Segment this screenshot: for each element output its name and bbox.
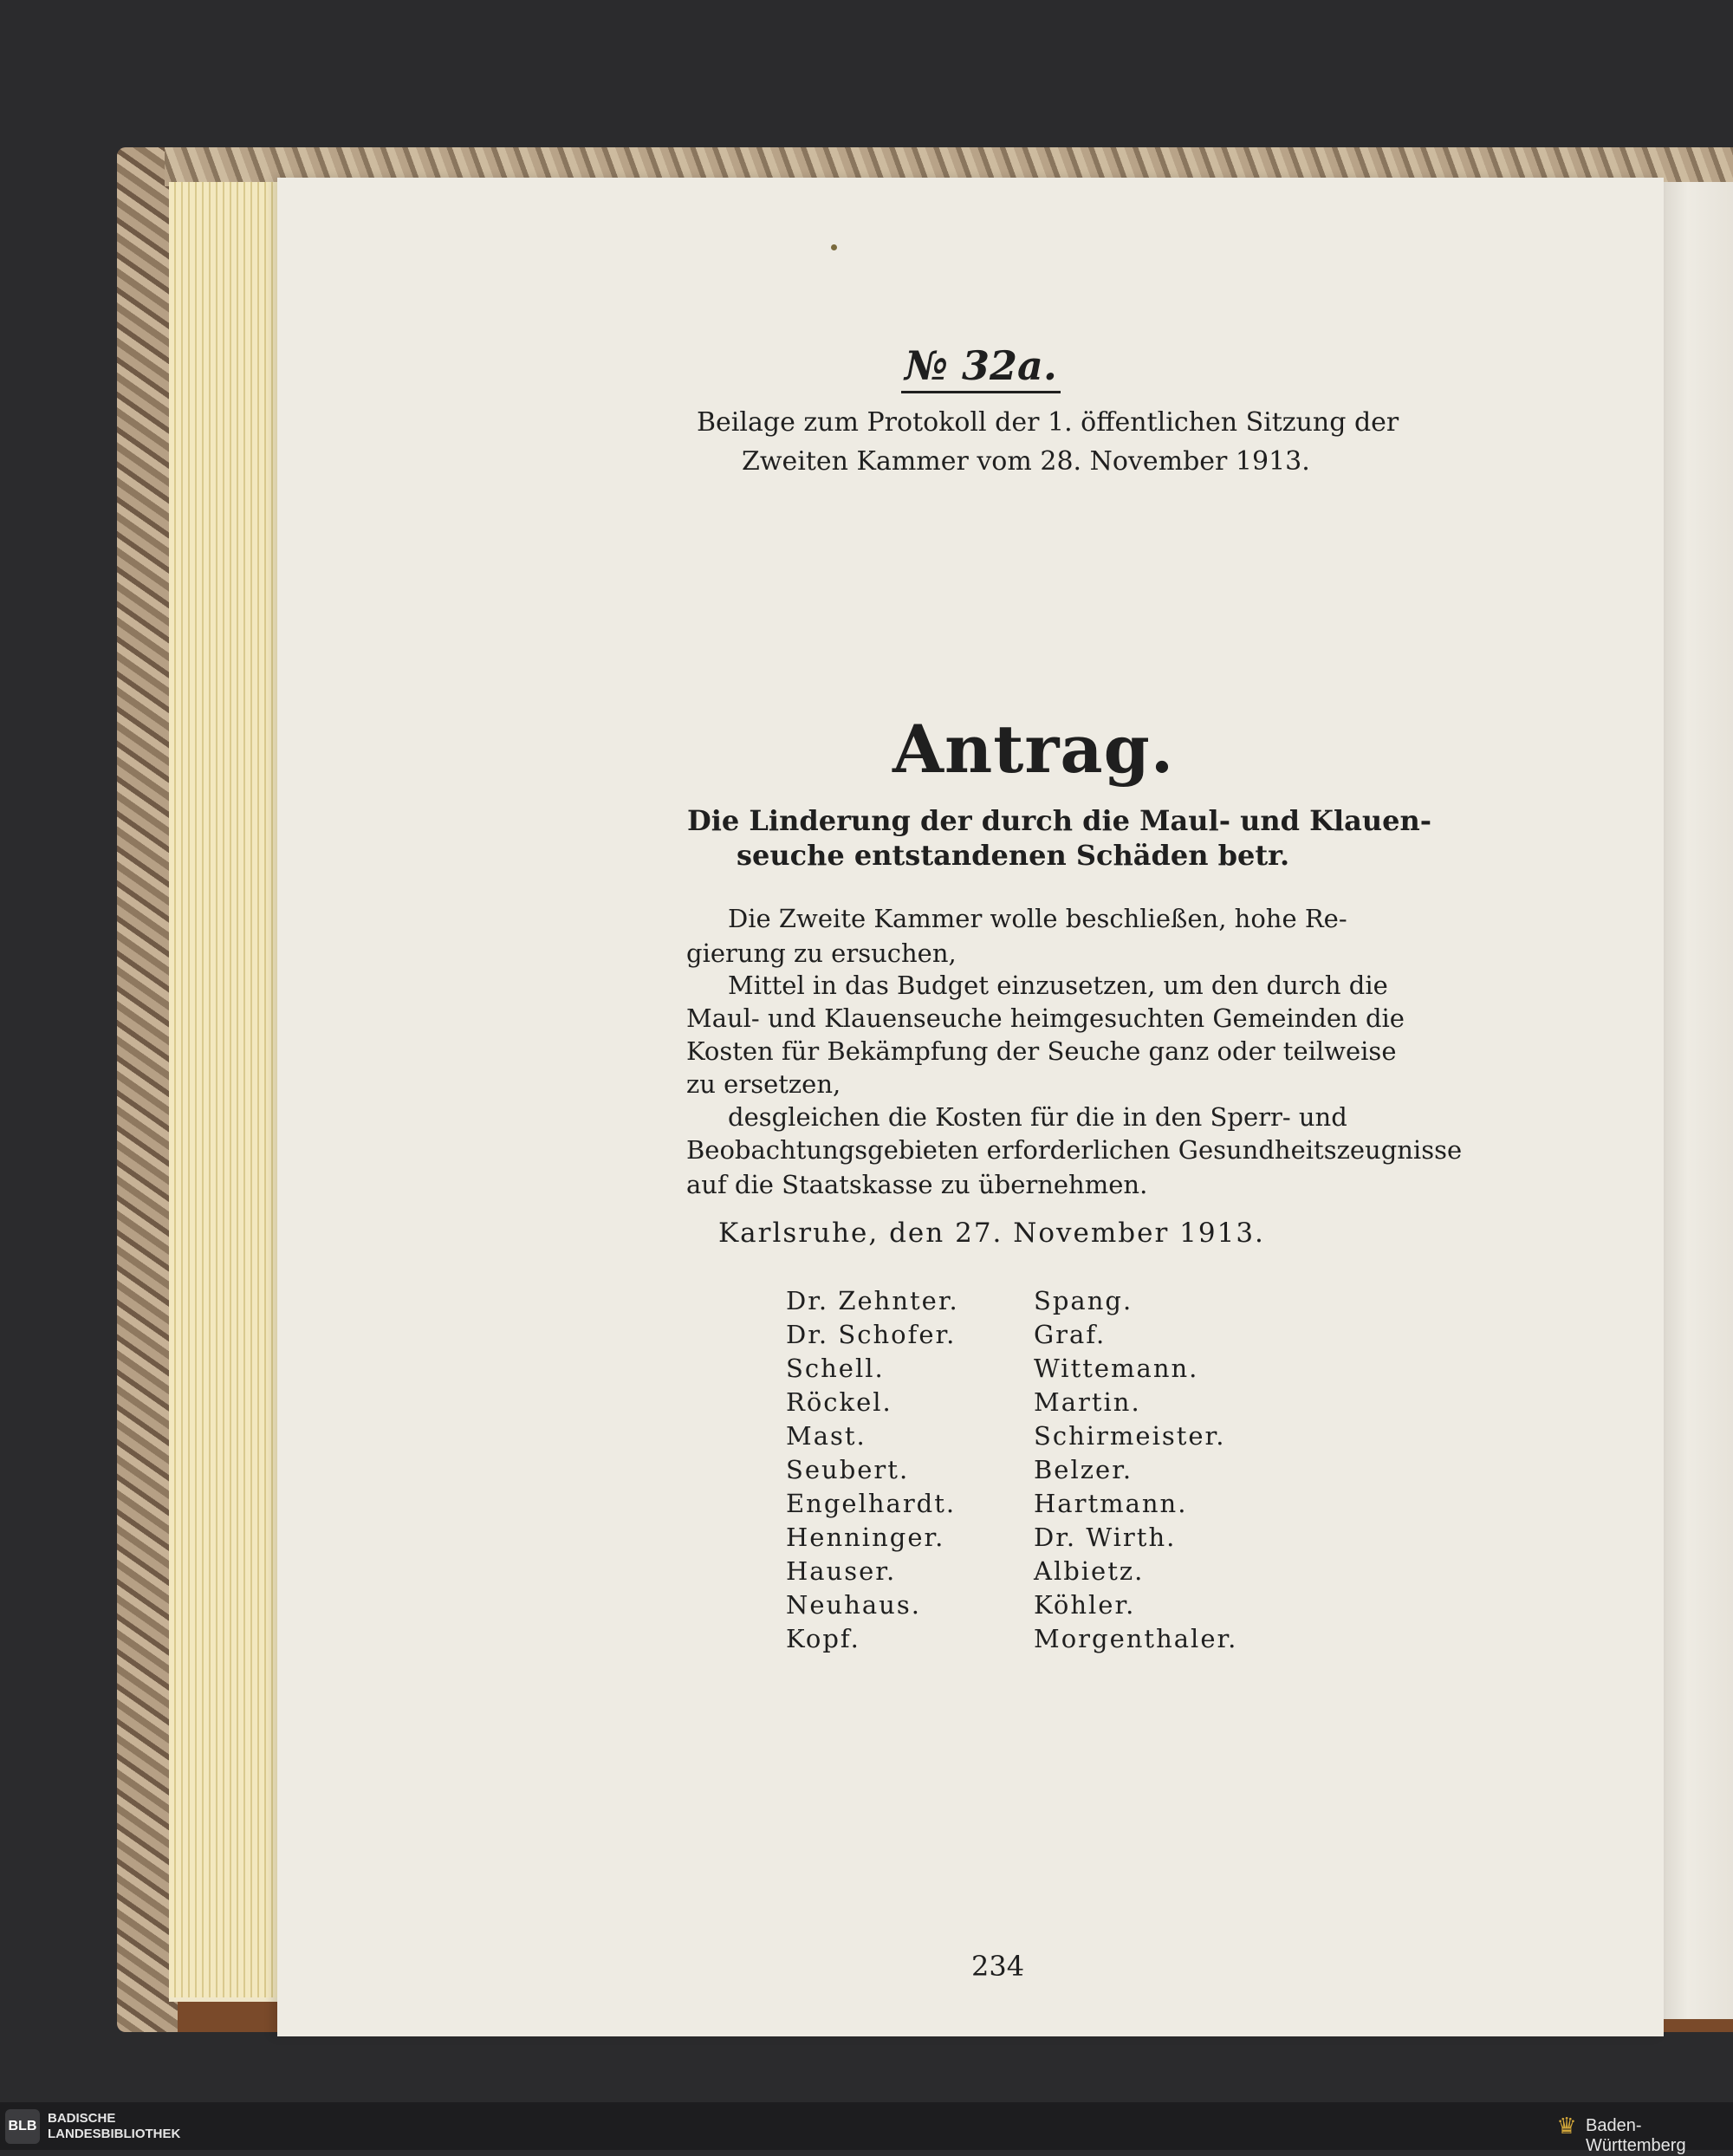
signature: Belzer. [1034, 1455, 1133, 1484]
signature: Mast. [786, 1421, 866, 1451]
body-line-1: Die Zweite Kammer wolle beschließen, hohe Re- [728, 904, 1347, 933]
library-name-line-1: BADISCHE [48, 2111, 116, 2126]
body-line-4: Maul- und Klauenseuche heimgesuchten Gemeinden die [686, 1003, 1405, 1033]
signature: Dr. Wirth. [1034, 1523, 1177, 1552]
body-line-6: zu ersetzen, [686, 1069, 841, 1099]
body-line-5: Kosten für Bekämpfung der Seuche ganz oder teilweise [686, 1036, 1397, 1066]
blb-logo[interactable]: BLB [5, 2109, 40, 2144]
subtitle-line-2: Zweiten Kammer vom 28. November 1913. [742, 446, 1310, 477]
signature: Albietz. [1034, 1556, 1145, 1586]
page-stack [169, 182, 282, 1997]
signature: Schell. [786, 1354, 885, 1383]
signature: Hauser. [786, 1556, 897, 1586]
signature: Spang. [1034, 1286, 1133, 1315]
state-name[interactable]: Baden-Württemberg [1586, 2116, 1686, 2155]
signature: Wittemann. [1034, 1354, 1199, 1383]
signature: Dr. Zehnter. [786, 1286, 959, 1315]
page-speck [831, 244, 837, 250]
body-line-2: gierung zu ersuchen, [686, 938, 957, 968]
signature: Neuhaus. [786, 1590, 921, 1620]
body-line-8: Beobachtungsgebieten erforderlichen Gesundheitszeugnisse [686, 1135, 1463, 1165]
signature: Graf. [1034, 1320, 1107, 1349]
body-line-9: auf die Staatskasse zu übernehmen. [686, 1170, 1148, 1199]
signature: Seubert. [786, 1455, 910, 1484]
signature: Martin. [1034, 1387, 1141, 1417]
subject-line-1: Die Linderung der durch die Maul- und Klauen- [687, 804, 1432, 837]
subject-line-2: seuche entstandenen Schäden betr. [737, 839, 1290, 872]
signature: Köhler. [1034, 1590, 1136, 1620]
coat-of-arms-icon[interactable]: ♛ [1556, 2114, 1577, 2140]
library-name [48, 2111, 180, 2142]
signature: Schirmeister. [1034, 1421, 1226, 1451]
date-line: Karlsruhe, den 27. November 1913. [718, 1218, 1265, 1249]
library-name-line-2: LANDESBIBLIOTHEK [48, 2127, 181, 2141]
right-page-edge [1655, 182, 1733, 2019]
document-number: № 32a. [901, 342, 1061, 393]
signature: Kopf. [786, 1624, 860, 1653]
body-line-3: Mittel in das Budget einzusetzen, um den durch die [728, 971, 1388, 1000]
signature: Engelhardt. [786, 1489, 957, 1518]
signature: Hartmann. [1034, 1489, 1188, 1518]
signature: Morgenthaler. [1034, 1624, 1238, 1653]
document-title: Antrag. [892, 711, 1175, 788]
body-line-7: desgleichen die Kosten für die in den Sperr- und [728, 1102, 1347, 1132]
page-number: 234 [971, 1950, 1025, 1983]
signature: Dr. Schofer. [786, 1320, 957, 1349]
signature: Henninger. [786, 1523, 945, 1552]
subtitle-line-1: Beilage zum Protokoll der 1. öffentlichen Sitzung der [697, 407, 1399, 438]
signature: Röckel. [786, 1387, 892, 1417]
viewer-footer-bar [0, 2102, 1733, 2155]
